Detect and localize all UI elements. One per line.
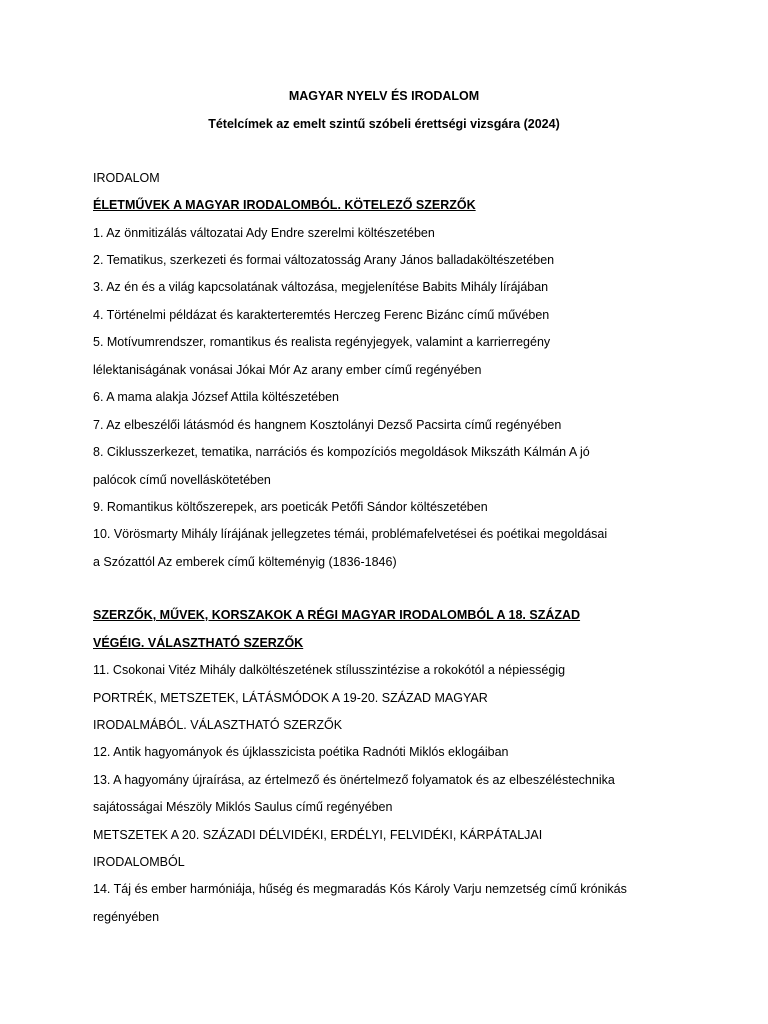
list-item-continuation: sajátosságai Mészöly Miklós Saulus című regényében — [93, 800, 393, 814]
list-item: 13. A hagyomány újraírása, az értelmező és önértelmező folyamatok és az elbeszéléstechnika — [93, 773, 615, 787]
list-item: 4. Történelmi példázat és karakterteremtés Herczeg Ferenc Bizánc című művében — [93, 308, 550, 322]
list-item: 11. Csokonai Vitéz Mihály dalköltészetének stílusszintézise a rokokótól a népiességig — [93, 663, 566, 677]
list-item: 1. Az önmitizálás változatai Ady Endre szerelmi költészetében — [93, 226, 435, 240]
list-item: 10. Vörösmarty Mihály lírájának jellegzetes témái, problémafelvetései és poétikai megoldásai — [93, 527, 608, 541]
document-title: MAGYAR NYELV ÉS IRODALOM — [288, 89, 480, 103]
list-item-continuation: regényében — [93, 910, 160, 924]
section-heading: SZERZŐK, MŰVEK, KORSZAKOK A RÉGI MAGYAR IRODALOMBÓL A 18. SZÁZAD — [93, 608, 581, 622]
subsection-heading: METSZETEK A 20. SZÁZADI DÉLVIDÉKI, ERDÉLYI, FELVIDÉKI, KÁRPÁTALJAI — [93, 828, 543, 842]
section-heading-continuation: VÉGÉIG. VÁLASZTHATÓ SZERZŐK — [93, 636, 304, 650]
list-item: 2. Tematikus, szerkezeti és formai változatosság Arany János balladaköltészetében — [93, 253, 555, 267]
list-item: 7. Az elbeszélői látásmód és hangnem Kosztolányi Dezső Pacsirta című regényében — [93, 418, 562, 432]
subsection-heading-continuation: IRODALOMBÓL — [93, 855, 185, 869]
subsection-heading: PORTRÉK, METSZETEK, LÁTÁSMÓDOK A 19-20. SZÁZAD MAGYAR — [93, 691, 488, 705]
list-item-continuation: lélektaniságának vonásai Jókai Mór Az arany ember című regényében — [93, 363, 482, 377]
list-item-continuation: a Szózattól Az emberek című költeményig (1836-1846) — [93, 555, 397, 569]
list-item: 9. Romantikus költőszerepek, ars poeticák Petőfi Sándor költészetében — [93, 500, 488, 514]
list-item: 8. Ciklusszerkezet, tematika, narrációs és kompozíciós megoldások Mikszáth Kálmán A jó — [93, 445, 590, 459]
list-item: 3. Az én és a világ kapcsolatának változása, megjelenítése Babits Mihály lírájában — [93, 280, 549, 294]
list-item: 5. Motívumrendszer, romantikus és realista regényjegyek, valamint a karrierregény — [93, 335, 551, 349]
list-item: 6. A mama alakja József Attila költészetében — [93, 390, 339, 404]
subsection-heading-continuation: IRODALMÁBÓL. VÁLASZTHATÓ SZERZŐK — [93, 718, 343, 732]
list-item-continuation: palócok című novelláskötetében — [93, 473, 271, 487]
document-subtitle: Tételcímek az emelt szintű szóbeli érettségi vizsgára (2024) — [208, 117, 560, 131]
section-label: IRODALOM — [93, 171, 160, 185]
section-heading: ÉLETMŰVEK A MAGYAR IRODALOMBÓL. KÖTELEZŐ SZERZŐK — [93, 198, 476, 212]
list-item: 12. Antik hagyományok és újklasszicista poétika Radnóti Miklós eklogáiban — [93, 745, 509, 759]
list-item: 14. Táj és ember harmóniája, hűség és megmaradás Kós Károly Varju nemzetség című krónikás — [93, 882, 627, 896]
